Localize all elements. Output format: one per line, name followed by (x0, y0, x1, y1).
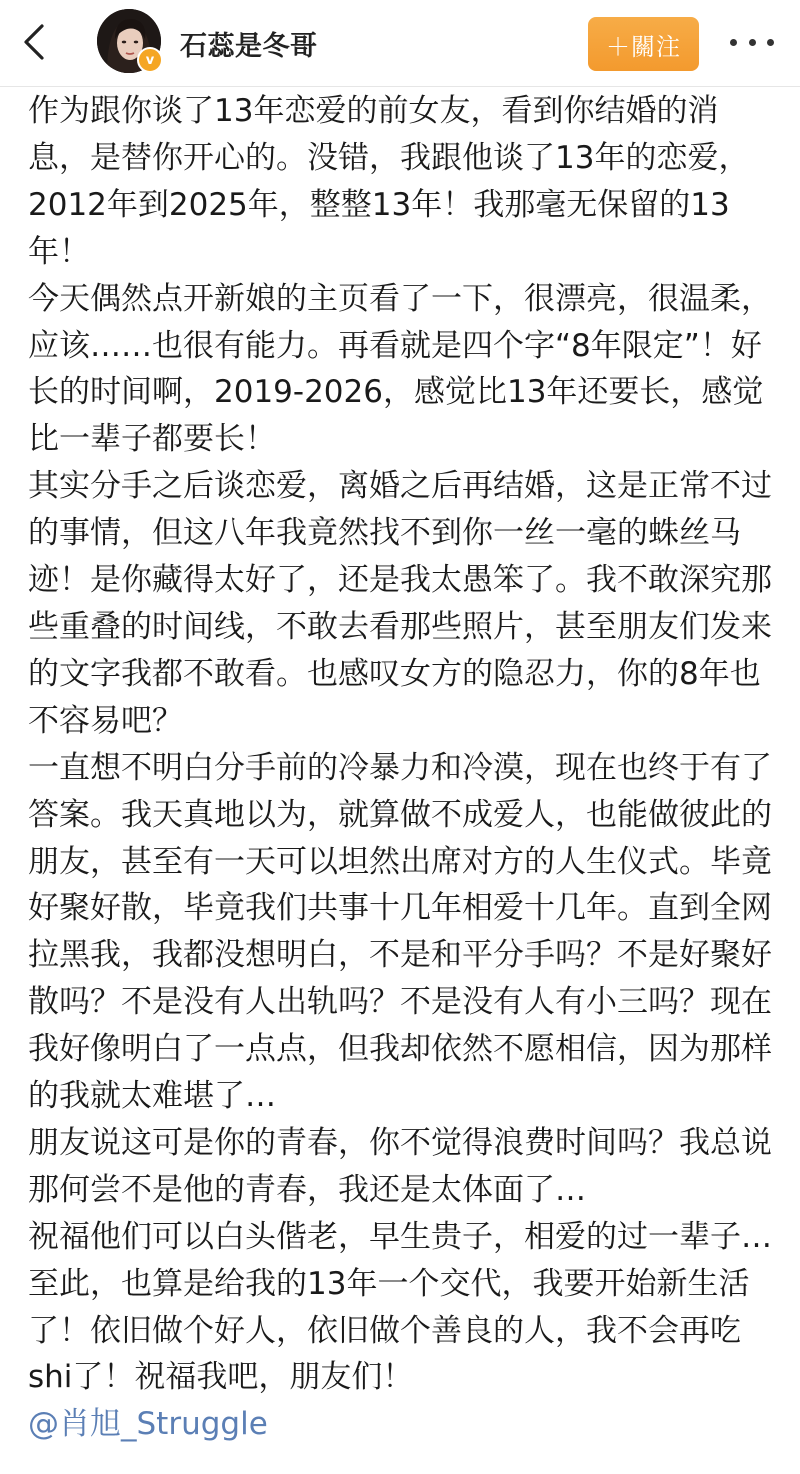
post-paragraph: 祝福他们可以白头偕老，早生贵子，相爱的过一辈子… (28, 1218, 772, 1255)
post-paragraph: 今天偶然点开新娘的主页看了一下，很漂亮，很温柔，应该……也很有能力。再看就是四个字“8年限定”！好长的时间啊，2019-2026，感觉比13年还要长，感觉比一辈子都要长！ (28, 280, 772, 458)
post-paragraph: 其实分手之后谈恋爱，离婚之后再结婚，这是正常不过的事情，但这八年我竟然找不到你一丝一毫的蛛丝马迹！是你藏得太好了，还是我太愚笨了。我不敢深究那些重叠的时间线，不敢去看那些照片，甚至朋友们发来的文字我都不敢看。也感叹女方的隐忍力，你的8年也不容易吧？ (28, 468, 772, 739)
avatar[interactable] (97, 9, 161, 73)
back-button[interactable] (16, 22, 52, 62)
username[interactable]: 石蕊是冬哥 (180, 31, 318, 62)
post-paragraph: 朋友说这可是你的青春，你不觉得浪费时间吗？我总说那何尝不是他的青春，我还是太体面了… (28, 1124, 772, 1208)
follow-button[interactable]: ＋關注 (588, 17, 699, 71)
post-content (28, 88, 778, 1448)
post-paragraph: 至此，也算是给我的13年一个交代，我要开始新生活了！依旧做个好人，依旧做个善良的人，我不会再吃shi了！祝福我吧，朋友们！ (28, 1265, 750, 1396)
verified-badge-icon: v (137, 47, 163, 73)
post-paragraph: 作为跟你谈了13年恋爱的前女友，看到你结婚的消息，是替你开心的。没错，我跟他谈了13年的恋爱，2012年到2025年，整整13年！我那毫无保留的13年！ (28, 93, 750, 270)
user-mention-link[interactable]: @肖旭_Struggle (28, 1406, 268, 1443)
post-paragraph: 一直想不明白分手前的冷暴力和冷漠，现在也终于有了答案。我天真地以为，就算做不成爱人，也能做彼此的朋友，甚至有一天可以坦然出席对方的人生仪式。毕竟好聚好散，毕竟我们共事十几年相爱十几年。直到全网拉黑我，我都没想明白，不是和平分手吗？不是好聚好散吗？不是没有人出轨吗？不是没有人有小三吗？现在我好像明白了一点点，但我却依然不愿相信，因为那样的我就太难堪了… (28, 749, 772, 1115)
top-bar (0, 0, 800, 87)
back-chevron-icon (22, 22, 46, 62)
more-dots-icon[interactable] (730, 30, 774, 54)
